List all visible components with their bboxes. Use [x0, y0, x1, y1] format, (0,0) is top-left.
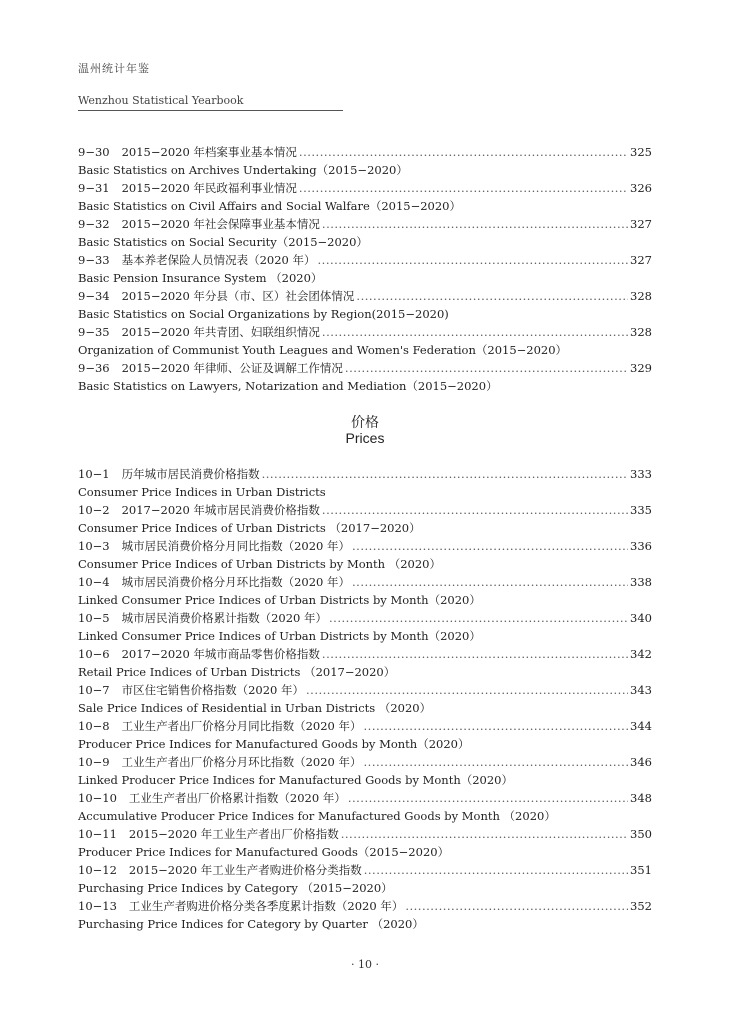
entry-number: 10−2 [78, 503, 110, 517]
dot-leader [262, 465, 628, 483]
dot-leader [322, 645, 628, 663]
entry-title-cn: 城市居民消费价格分月同比指数（2020 年） [121, 539, 351, 553]
entry-title-en: Basic Statistics on Archives Undertaking（2015−2020） [78, 163, 408, 177]
entry-title-en: Basic Statistics on Lawyers, Notarization and Mediation（2015−2020） [78, 379, 498, 393]
dot-leader [364, 717, 629, 735]
entry-number: 10−3 [78, 539, 110, 553]
toc-section-prices [78, 465, 652, 933]
header-rule [78, 110, 343, 111]
dot-leader [356, 287, 628, 305]
dot-leader [364, 753, 629, 771]
entry-title-en: Linked Producer Price Indices for Manufactured Goods by Month（2020） [78, 773, 513, 787]
toc-entry[interactable] [78, 681, 652, 699]
entry-number: 9−35 [78, 325, 110, 339]
entry-page: 338 [630, 575, 652, 589]
entry-title-cn: 基本养老保险人员情况表（2020 年） [121, 253, 316, 267]
dot-leader [322, 501, 628, 519]
entry-number: 10−5 [78, 611, 110, 625]
entry-number: 9−30 [78, 145, 110, 159]
entry-page: 327 [630, 253, 652, 267]
entry-title-cn: 2017−2020 年城市商品零售价格指数 [121, 647, 320, 661]
entry-title-cn: 工业生产者出厂价格分月环比指数（2020 年） [121, 755, 362, 769]
toc-entry[interactable] [78, 573, 652, 591]
entry-page: 328 [630, 325, 652, 339]
entry-title-en: Organization of Communist Youth Leagues and Women's Federation（2015−2020） [78, 343, 568, 357]
dot-leader [364, 861, 628, 879]
dot-leader [306, 681, 628, 699]
entry-number: 9−32 [78, 217, 110, 231]
entry-title-cn: 工业生产者出厂价格分月同比指数（2020 年） [121, 719, 362, 733]
dot-leader [352, 573, 628, 591]
entry-title-en: Consumer Price Indices of Urban Districts （2017−2020） [78, 521, 421, 535]
entry-title-cn: 历年城市居民消费价格指数 [121, 467, 260, 481]
entry-page: 348 [630, 791, 652, 805]
entry-title-en: Producer Price Indices for Manufactured Goods（2015−2020） [78, 845, 450, 859]
entry-page: 350 [630, 827, 652, 841]
dot-leader [348, 789, 628, 807]
entry-title-cn: 市区住宅销售价格指数（2020 年） [121, 683, 305, 697]
entry-page: 328 [630, 289, 652, 303]
toc-entry[interactable] [78, 465, 652, 483]
entry-title-en: Retail Price Indices of Urban Districts （2017−2020） [78, 665, 396, 679]
entry-title-en: Linked Consumer Price Indices of Urban Districts by Month（2020） [78, 629, 481, 643]
entry-title-cn: 城市居民消费价格累计指数（2020 年） [121, 611, 328, 625]
header-title-en: Wenzhou Statistical Yearbook [78, 94, 244, 107]
dot-leader [345, 359, 628, 377]
entry-number: 9−33 [78, 253, 110, 267]
toc-entry[interactable] [78, 359, 652, 377]
toc-entry[interactable] [78, 179, 652, 197]
section-title-en: Prices [345, 430, 385, 446]
entry-page: 336 [630, 539, 652, 553]
entry-number: 10−7 [78, 683, 110, 697]
entry-title-en: Producer Price Indices for Manufactured Goods by Month（2020） [78, 737, 470, 751]
toc-entry[interactable] [78, 215, 652, 233]
entry-title-en: Sale Price Indices of Residential in Urban Districts （2020） [78, 701, 432, 715]
entry-page: 351 [630, 863, 652, 877]
entry-title-en: Basic Pension Insurance System （2020） [78, 271, 323, 285]
entry-page: 333 [630, 467, 652, 481]
entry-title-en: Basic Statistics on Social Organizations by Region(2015−2020) [78, 307, 449, 321]
toc-entry[interactable] [78, 717, 652, 735]
section-title-cn: 价格 [351, 415, 379, 431]
toc-entry[interactable] [78, 825, 652, 843]
entry-number: 10−1 [78, 467, 110, 481]
entry-number: 9−36 [78, 361, 110, 375]
entry-title-cn: 工业生产者购进价格分类各季度累计指数（2020 年） [128, 899, 404, 913]
entry-title-en: Linked Consumer Price Indices of Urban Districts by Month（2020） [78, 593, 481, 607]
entry-title-en: Purchasing Price Indices for Category by Quarter （2020） [78, 917, 424, 931]
entry-title-en: Basic Statistics on Civil Affairs and Social Walfare（2015−2020） [78, 199, 461, 213]
entry-page: 340 [630, 611, 652, 625]
entry-number: 10−11 [78, 827, 117, 841]
toc-entry[interactable] [78, 537, 652, 555]
toc-entry[interactable] [78, 609, 652, 627]
dot-leader [318, 251, 629, 269]
entry-page: 344 [630, 719, 652, 733]
toc-entry[interactable] [78, 645, 652, 663]
entry-title-cn: 2017−2020 年城市居民消费价格指数 [121, 503, 320, 517]
toc-entry[interactable] [78, 323, 652, 341]
dot-leader [322, 323, 628, 341]
entry-number: 9−34 [78, 289, 110, 303]
entry-title-en: Accumulative Producer Price Indices for Manufactured Goods by Month （2020） [78, 809, 556, 823]
toc-entry[interactable] [78, 143, 652, 161]
entry-page: 325 [630, 145, 652, 159]
entry-title-cn: 工业生产者出厂价格累计指数（2020 年） [128, 791, 346, 805]
entry-page: 343 [630, 683, 652, 697]
entry-title-cn: 2015−2020 年共青团、妇联组织情况 [121, 325, 320, 339]
entry-title-cn: 2015−2020 年工业生产者购进价格分类指数 [128, 863, 362, 877]
toc-entry[interactable] [78, 501, 652, 519]
entry-number: 10−9 [78, 755, 110, 769]
entry-number: 10−12 [78, 863, 117, 877]
dot-leader [405, 897, 628, 915]
entry-title-cn: 2015−2020 年律师、公证及调解工作情况 [121, 361, 343, 375]
entry-number: 9−31 [78, 181, 110, 195]
entry-title-cn: 2015−2020 年社会保障事业基本情况 [121, 217, 320, 231]
header-title-cn: 温州统计年鉴 [78, 62, 150, 75]
page-number: · 10 · [351, 958, 379, 971]
dot-leader [299, 143, 628, 161]
entry-page: 326 [630, 181, 652, 195]
entry-title-en: Consumer Price Indices of Urban Districts by Month （2020） [78, 557, 441, 571]
toc-section-prev [78, 143, 652, 395]
entry-number: 10−13 [78, 899, 117, 913]
entry-title-cn: 2015−2020 年民政福利事业情况 [121, 181, 297, 195]
entry-page: 329 [630, 361, 652, 375]
entry-page: 342 [630, 647, 652, 661]
entry-title-cn: 城市居民消费价格分月环比指数（2020 年） [121, 575, 351, 589]
toc-entry[interactable] [78, 287, 652, 305]
toc-entry[interactable] [78, 251, 652, 269]
dot-leader [341, 825, 628, 843]
dot-leader [329, 609, 628, 627]
entry-title-cn: 2015−2020 年档案事业基本情况 [121, 145, 297, 159]
entry-page: 327 [630, 217, 652, 231]
entry-number: 10−8 [78, 719, 110, 733]
toc-entry[interactable] [78, 753, 652, 771]
entry-number: 10−10 [78, 791, 117, 805]
toc-entry[interactable] [78, 897, 652, 915]
entry-title-en: Consumer Price Indices in Urban Districts [78, 485, 326, 499]
entry-page: 346 [630, 755, 652, 769]
toc-entry[interactable] [78, 789, 652, 807]
entry-number: 10−4 [78, 575, 110, 589]
entry-title-cn: 2015−2020 年工业生产者出厂价格指数 [128, 827, 339, 841]
entry-number: 10−6 [78, 647, 110, 661]
dot-leader [322, 215, 628, 233]
dot-leader [299, 179, 628, 197]
entry-page: 335 [630, 503, 652, 517]
entry-title-en: Purchasing Price Indices by Category （2015−2020） [78, 881, 393, 895]
dot-leader [352, 537, 628, 555]
toc-entry[interactable] [78, 861, 652, 879]
entry-page: 352 [630, 899, 652, 913]
entry-title-en: Basic Statistics on Social Security（2015−2020） [78, 235, 368, 249]
entry-title-cn: 2015−2020 年分县（市、区）社会团体情况 [121, 289, 355, 303]
